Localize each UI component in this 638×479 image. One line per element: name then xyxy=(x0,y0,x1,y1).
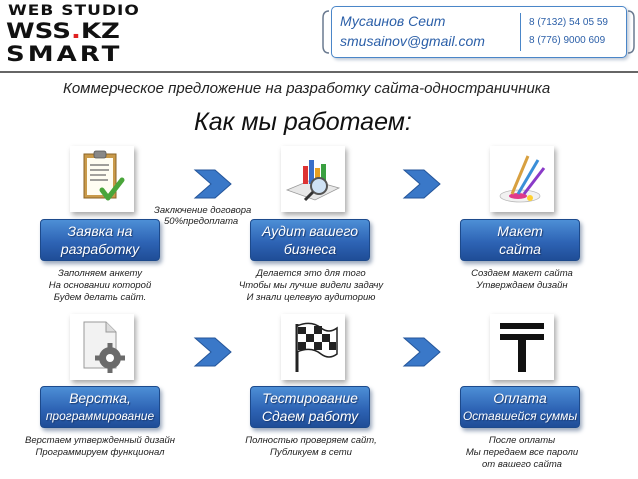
logo-wss: WSS xyxy=(6,19,71,44)
logo-line-wss-kz xyxy=(6,21,120,42)
step-site-mockup[interactable] xyxy=(460,219,580,261)
step-layout-programming-line-1: Верстка, xyxy=(69,390,131,406)
desc-line: Заполняем анкету xyxy=(58,268,142,279)
step-payment[interactable] xyxy=(460,386,580,428)
logo-line-web-studio: WEB STUDIO xyxy=(8,2,140,20)
step-testing[interactable] xyxy=(250,386,370,428)
desc-line: После оплаты xyxy=(488,435,556,446)
step-layout-programming-desc xyxy=(10,435,190,459)
page-title: Как мы работаем: xyxy=(194,108,412,136)
desc-line: Программируем функционал xyxy=(35,447,165,458)
desc-line: Верстаем утвержденный дизайн xyxy=(24,435,176,446)
step-business-audit-desc xyxy=(225,268,397,304)
arrow-right-icon xyxy=(189,336,233,368)
studio-logo xyxy=(6,4,156,66)
contract-note xyxy=(154,205,251,227)
step-testing-line-1: Тестирование xyxy=(262,390,358,406)
step-site-mockup-desc xyxy=(448,268,596,292)
step-site-mockup-line-2: сайта xyxy=(499,241,541,257)
checkered-flag-icon xyxy=(281,314,345,380)
contact-phone-1[interactable]: 8 (7132) 54 05 59 xyxy=(529,17,608,28)
step-payment-line-1: Оплата xyxy=(493,390,547,406)
arrow-right-icon xyxy=(398,168,442,200)
contract-note-line-1: Заключение договора xyxy=(154,205,252,216)
contact-box xyxy=(331,6,627,58)
contact-divider xyxy=(520,13,521,51)
step-payment-desc xyxy=(448,435,596,471)
step-business-audit-line-1: Аудит вашего xyxy=(262,223,358,239)
step-application-desc xyxy=(22,268,178,304)
step-application-line-2: разработку xyxy=(60,241,140,257)
step-testing-line-2: Сдаем работу xyxy=(261,408,359,424)
right-bracket-icon xyxy=(627,10,635,54)
contact-name: Мусаинов Сеит xyxy=(340,13,446,29)
step-site-mockup-line-1: Макет xyxy=(497,223,543,239)
contact-email[interactable]: smusainov@gmail.com xyxy=(340,33,485,49)
step-testing-desc xyxy=(228,435,394,459)
tenge-symbol-icon xyxy=(490,314,554,380)
desc-line: Делается это для того xyxy=(256,268,366,279)
paint-brushes-icon xyxy=(490,146,554,212)
step-application-line-1: Заявка на xyxy=(67,223,133,239)
page-subtitle: Коммерческое предложение на разработку сайта-одностраничника xyxy=(63,80,551,97)
step-layout-programming-line-2: программирование xyxy=(45,409,155,423)
step-application[interactable] xyxy=(40,219,160,261)
document-gear-icon xyxy=(70,314,134,380)
logo-kz: KZ xyxy=(80,19,120,44)
logo-dot: . xyxy=(70,19,81,44)
clipboard-check-icon xyxy=(70,146,134,212)
desc-line: Будем делать сайт. xyxy=(53,292,147,303)
desc-line: Полностью проверяем сайт, xyxy=(245,435,377,446)
desc-line: Создаем макет сайта xyxy=(471,268,573,279)
step-layout-programming[interactable] xyxy=(40,386,160,428)
desc-line: Публикуем в сети xyxy=(270,447,352,458)
step-business-audit-line-2: бизнеса xyxy=(283,241,337,257)
desc-line: Утверждаем дизайн xyxy=(476,280,568,291)
arrow-right-icon xyxy=(398,336,442,368)
step-business-audit[interactable] xyxy=(250,219,370,261)
desc-line: от вашего сайта xyxy=(482,459,562,470)
desc-line: Чтобы мы лучше видели задачу xyxy=(238,280,384,291)
contact-phone-2[interactable]: 8 (776) 9000 609 xyxy=(529,35,606,46)
arrow-right-icon xyxy=(189,168,233,200)
desc-line: И знали целевую аудиторию xyxy=(246,292,376,303)
desc-line: На основании которой xyxy=(48,280,152,291)
contract-note-line-2: 50%предоплата xyxy=(164,216,239,227)
left-bracket-icon xyxy=(322,10,330,54)
header-divider xyxy=(0,71,638,73)
desc-line: Мы передаем все пароли xyxy=(465,447,579,458)
step-payment-line-2: Оставшейся суммы xyxy=(462,409,578,423)
business-chart-magnifier-icon xyxy=(281,146,345,212)
logo-line-smart: SMART xyxy=(6,42,123,67)
